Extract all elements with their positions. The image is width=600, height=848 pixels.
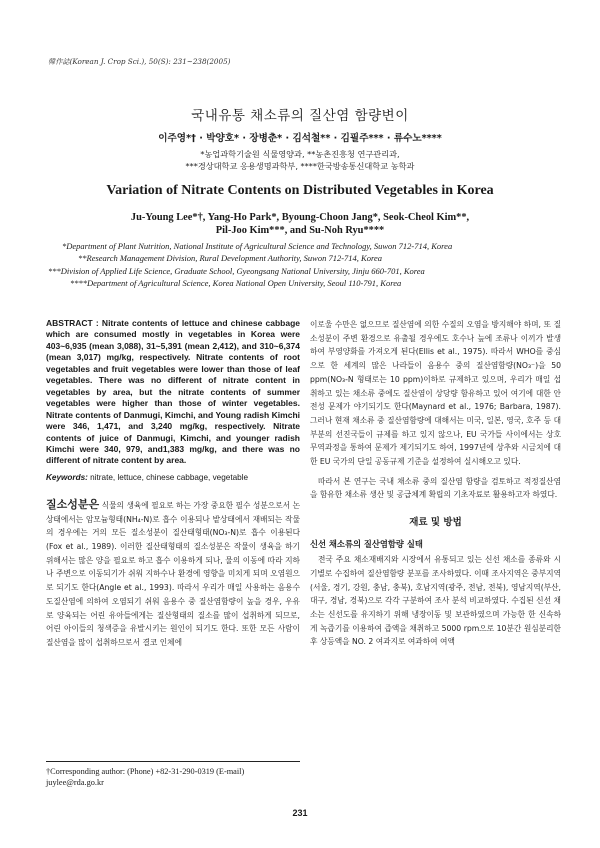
corresponding-author-footnote: †Corresponding author: (Phone) +82-31-290-0319 (E-mail) juylee@rda.go.kr (46, 767, 245, 787)
intro-lead-word: 질소성분은 (46, 497, 100, 511)
korean-title: 국내유통 채소류의 질산염 함량변이 (191, 108, 409, 124)
paragraph: 이로울 수만은 없으므로 질산염에 의한 수질의 오염을 방지해야 하며, 또 질소성분이 주변 환경으로 유출될 경우에도 호수나 늪에 조류나 이끼가 발생하여 부영양화를 가져오게 된다(Ellis et al., 1975). 따라서 WHO를 중심으로 한 세계의 많은 나라들이 음용수 중의 질산염함량(NO₃⁻)을 50 ppm(NO₃-N 형태로는 10 ppm)이하로 규제하고 있으며, 우리가 매일 섭취하고 있는 채소류 중에도 질산염이 상당량 함유하고 있어 여기에 대한 안전성 문제가 야기되기도 한다(Maynard et al., 1976; Barbara, 1987). 그러나 현재 채소류 중 질산염함량에 대해서는 미국, 일본, 영국, 호주 등 대부분의 선진국들이 규제를 하고 있지 않으나, EU 국가들 사이에서는 상호 무역과정을 통하여 문제가 제기되기도 하여, 1997년에 상추와 시금치에 대한 EU 국가의 단일 공동규제 기준을 설정하여 실시해오고 있다. (310, 320, 561, 467)
footnote-rule (46, 761, 300, 762)
english-affiliation-line: ***Division of Applied Life Science, Graduate School, Gyeongsang National University, Jinju 660-701, Korea (48, 265, 425, 276)
korean-authors: 이주영*† · 박양호* · 장병춘* · 김석철** · 김필주*** · 류수노**** (158, 133, 442, 144)
korean-affiliation-line: ***경상대학교 응용생명과학부, ****한국방송통신대학교 농학과 (185, 160, 415, 171)
english-affiliation-line: *Department of Plant Nutrition, National Institute of Agricultural Science and Technology, Suwon 712-714, Korea (62, 241, 453, 251)
keywords-text: nitrate, lettuce, chinese cabbage, vegetable (90, 472, 249, 482)
english-affiliation-line: **Research Management Division, Rural Development Authority, Suwon 712-714, Korea (78, 253, 382, 264)
korean-affiliations (0, 149, 600, 172)
english-affiliations (48, 240, 558, 290)
subsection-heading: 신선 채소류의 질산염함량 실태 (310, 539, 423, 550)
english-title: Variation of Nitrate Contents on Distributed Vegetables in Korea (106, 183, 494, 198)
english-authors (0, 211, 600, 237)
page-number: 231 (292, 808, 308, 818)
intro-text: 식물의 생육에 필요로 하는 가장 중요한 필수 성분으로서 논 상태에서는 암모늄형태(NH₄-N)로 흡수 이용되나 밭상태에서 재배되는 작물의 경우에는 거의 모든 질소성분이 질산태형태(NO₃-N)로 흡수 이용된다(Fox et al., 1989). 이러한 질산태형태의 질소성분은 작물이 생육을 하기 위해서는 많은 양을 필요로 하고 흡수 이용하게 되나, 물의 이동에 따라 지하나 주변으로 이동되기가 쉬워 지하수나 환경에 영향을 미치게 되며 오염원으로 되기도 한다(Angle et al., 1993). 따라서 우리가 매일 사용하는 음용수도질산염에 의하여 오염되기 쉬워 음용수 중 질산염함량이 높을 경우, 우유로 양육되는 어린 유아들에게는 질산형태의 질소를 많이 섭취하게 되므로, 어린 아이들의 청색증을 유발시키는 원인이 되기도 한다. 또한 모든 사람이 질산염을 많이 섭취하므로서 결코 인체에 (46, 500, 300, 647)
english-author-line: Pil-Joo Kim***, and Su-Noh Ryu**** (215, 225, 385, 236)
keywords-label: Keywords: (46, 472, 88, 482)
paragraph: 전국 주요 채소재배지와 시장에서 유통되고 있는 신선 채소를 종류와 시기별로 수집하여 질산염함량 분포를 조사하였다. 이때 조사지역은 중부지역(서울, 경기, 강원, 충남, 충북), 호남지역(광주, 전남, 전북), 영남지역(부산, 대구, 경남, 경북)으로 각각 구분하여 조사 분석 비교하였다. 수집된 신선 채소는 신선도를 유지하기 위해 냉장이동 및 보관하였으며 가능한 한 신속하게 녹즙기를 이용하여 즙액을 채취하고 5000 rpm으로 10분간 원심분리한 후 상등액을 NO. 2 여과지로 여과하여 여액 (310, 555, 561, 647)
abstract: ABSTRACT : Nitrate contents of lettuce and chinese cabbage which are consumed mostly in vegetables in Korea were 403~6,935 (mean 3,088), 31~5,391 (mean 2,412), and 310~6,374 (mean 3,017) mg/kg, respectively. Nitrate contents of root vegetables and fruit vegetables were lower than those of leaf vegetables. There was no different of nitrate content in vegetables by area, but the nitrate contents of summer vegetables were higher than those of winter vegetables. Nitrate contents of Danmugi, Kimchi, and Young radish Kimchi were 346, 1,471, and 3,240 mg/kg, respectively. Nitrate contents of juice of Danmugi, Kimchi, and younger radish Kimchi were 340, 979, and1,383 mg/kg, and there was no different of nitrate content by area. (46, 318, 300, 466)
introduction (46, 498, 300, 650)
english-author-line: Ju-Young Lee*†, Yang-Ho Park*, Byoung-Choon Jang*, Seok-Cheol Kim**, (130, 212, 470, 223)
english-affiliation-line: ****Department of Agricultural Science, Korea National Open University, Seoul 110-791, Korea (70, 278, 402, 289)
paragraph: 따라서 본 연구는 국내 채소류 중의 질산염 함량을 검토하고 적정질산염을 함유한 채소류 생산 및 공급체계 확립의 기초자료로 활용하고자 하였다. (310, 476, 561, 500)
methods-body (310, 553, 561, 649)
section-heading: 재료 및 방법 (409, 517, 462, 529)
right-body (310, 318, 561, 502)
keywords (46, 473, 300, 482)
left-column (46, 318, 300, 650)
right-column (310, 318, 561, 649)
journal-header: 韓作誌(Korean J. Crop Sci.), 50(S): 231~238(2005) (48, 57, 231, 66)
korean-affiliation-line: *농업과학기술원 식물영양과, **농촌진흥청 연구관리과, (200, 149, 400, 159)
